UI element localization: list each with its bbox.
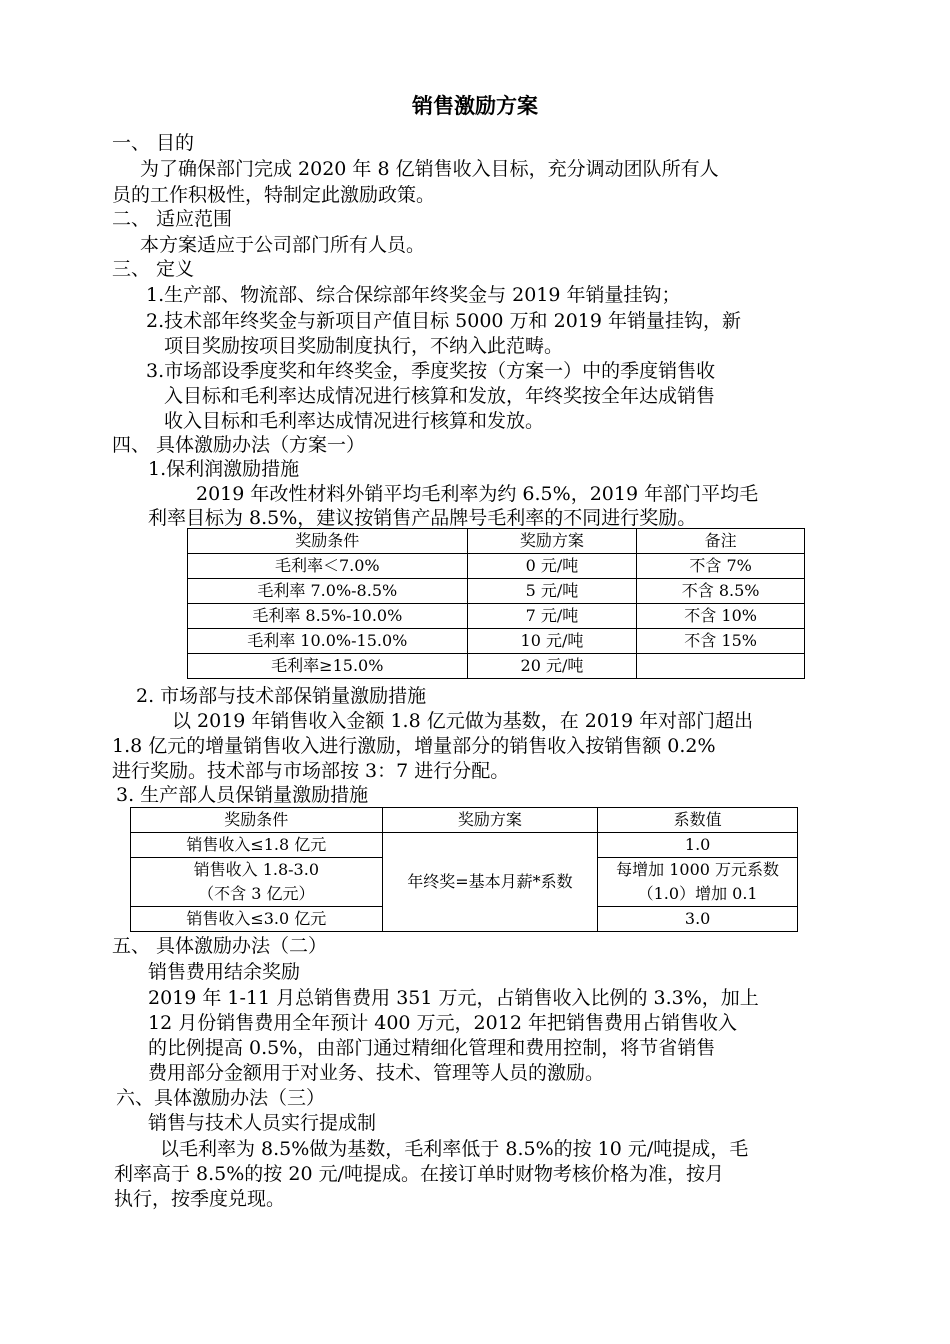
table-cell: 1.0	[598, 833, 798, 858]
table-header: 奖励方案	[382, 808, 598, 833]
table-cell: 0 元/吨	[467, 554, 637, 579]
table-header-row	[131, 808, 798, 833]
paragraph-line: 以毛利率为 8.5%做为基数，毛利率低于 8.5%的按 10 元/吨提成，毛	[160, 1138, 749, 1160]
list-item: 1.生产部、物流部、综合保综部年终奖金与 2019 年销量挂钩；	[146, 284, 681, 306]
table-header: 系数值	[598, 808, 798, 833]
table-cell-merged: 年终奖=基本月薪*系数	[382, 833, 598, 932]
table-cell	[637, 654, 805, 679]
table-cell: 不含 7%	[637, 554, 805, 579]
table-cell	[598, 858, 798, 907]
table-cell: 10 元/吨	[467, 629, 637, 654]
cell-line: 销售收入 1.8-3.0	[193, 860, 319, 879]
table-cell: 毛利率≥15.0%	[188, 654, 468, 679]
list-item: 3.市场部设季度奖和年终奖金，季度奖按（方案一）中的季度销售收	[146, 360, 716, 382]
table-row	[188, 554, 805, 579]
table-cell: 毛利率＜7.0%	[188, 554, 468, 579]
table-cell: 3.0	[598, 907, 798, 932]
table-header-row	[188, 529, 805, 554]
table-cell: 销售收入≤3.0 亿元	[131, 907, 383, 932]
cell-line: 每增加 1000 万元系数	[616, 860, 780, 879]
table-header: 奖励条件	[131, 808, 383, 833]
table-cell: 不含 8.5%	[637, 579, 805, 604]
paragraph-line: 12 月份销售费用全年预计 400 万元，2012 年把销售费用占销售收入	[148, 1012, 737, 1034]
paragraph-line: 为了确保部门完成 2020 年 8 亿销售收入目标，充分调动团队所有人	[140, 158, 719, 180]
list-item-continued: 收入目标和毛利率达成情况进行核算和发放。	[164, 410, 545, 432]
table-row	[131, 833, 798, 858]
table-row	[188, 579, 805, 604]
subsection-heading: 2. 市场部与技术部保销量激励措施	[136, 685, 427, 707]
document-title: 销售激励方案	[412, 94, 538, 118]
cell-line: （不含 3 亿元）	[198, 884, 315, 903]
subsection-heading: 销售费用结余奖励	[148, 961, 301, 983]
table-cell: 毛利率 7.0%-8.5%	[188, 579, 468, 604]
section-heading-definition: 三、 定义	[112, 258, 195, 280]
section-heading-plan-three: 六、具体激励办法（三）	[116, 1087, 326, 1109]
table-cell: 不含 10%	[637, 604, 805, 629]
paragraph-line: 进行奖励。技术部与市场部按 3：7 进行分配。	[112, 760, 510, 782]
table-cell: 不含 15%	[637, 629, 805, 654]
subsection-heading: 销售与技术人员实行提成制	[148, 1112, 377, 1134]
table-header: 奖励条件	[188, 529, 468, 554]
table-cell: 毛利率 8.5%-10.0%	[188, 604, 468, 629]
paragraph-line: 利率高于 8.5%的按 20 元/吨提成。在接订单时财物考核价格为准，按月	[114, 1163, 724, 1185]
production-reward-table	[130, 807, 798, 932]
subsection-heading: 1.保利润激励措施	[148, 458, 300, 480]
table-header: 奖励方案	[467, 529, 637, 554]
section-heading-plan-two: 五、 具体激励办法（二）	[112, 935, 328, 957]
paragraph-line: 2019 年 1-11 月总销售费用 351 万元，占销售收入比例的 3.3%，加上	[148, 987, 759, 1009]
table-cell: 销售收入≤1.8 亿元	[131, 833, 383, 858]
list-item-continued: 项目奖励按项目奖励制度执行，不纳入此范畴。	[164, 335, 564, 357]
table-cell: 7 元/吨	[467, 604, 637, 629]
paragraph-line: 费用部分金额用于对业务、技术、管理等人员的激励。	[148, 1062, 605, 1084]
paragraph-line: 2019 年改性材料外销平均毛利率为约 6.5%，2019 年部门平均毛	[196, 483, 759, 505]
paragraph-line: 以 2019 年销售收入金额 1.8 亿元做为基数，在 2019 年对部门超出	[172, 710, 754, 732]
profit-reward-table	[187, 528, 805, 679]
paragraph-line: 员的工作积极性，特制定此激励政策。	[112, 184, 436, 206]
subsection-heading: 3. 生产部人员保销量激励措施	[116, 784, 369, 806]
list-item-continued: 入目标和毛利率达成情况进行核算和发放，年终奖按全年达成销售	[164, 385, 716, 407]
table-row	[188, 654, 805, 679]
section-heading-scope: 二、 适应范围	[112, 208, 233, 230]
table-cell: 毛利率 10.0%-15.0%	[188, 629, 468, 654]
paragraph-line: 执行，按季度兑现。	[114, 1188, 286, 1210]
paragraph-line: 利率目标为 8.5%，建议按销售产品牌号毛利率的不同进行奖励。	[148, 507, 697, 529]
list-item: 2.技术部年终奖金与新项目产值目标 5000 万和 2019 年销量挂钩，新	[146, 310, 741, 332]
section-heading-plan-one: 四、 具体激励办法（方案一）	[112, 434, 366, 456]
table-cell	[131, 858, 383, 907]
paragraph-line: 的比例提高 0.5%，由部门通过精细化管理和费用控制，将节省销售	[148, 1037, 716, 1059]
table-header: 备注	[637, 529, 805, 554]
table-cell: 5 元/吨	[467, 579, 637, 604]
cell-line: （1.0）增加 0.1	[637, 884, 758, 903]
paragraph-line: 1.8 亿元的增量销售收入进行激励，增量部分的销售收入按销售额 0.2%	[112, 735, 716, 757]
table-row	[188, 604, 805, 629]
section-heading-purpose: 一、 目的	[112, 132, 195, 154]
table-row	[188, 629, 805, 654]
table-cell: 20 元/吨	[467, 654, 637, 679]
paragraph-line: 本方案适应于公司部门所有人员。	[140, 234, 426, 256]
